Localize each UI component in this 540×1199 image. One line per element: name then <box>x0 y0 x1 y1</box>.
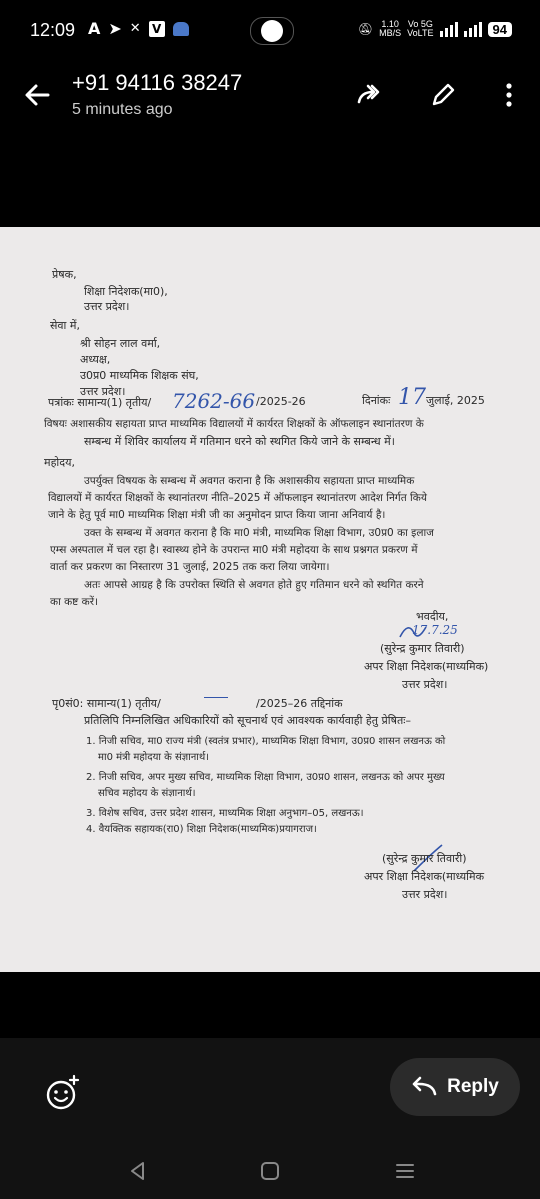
doc-copy-ref-2: /2025–26 तद्दिनांक <box>256 697 343 710</box>
doc-para2-2: एम्स अस्पताल में चल रहा है। स्वास्थ्य होने के उपरान्त मा0 मंत्री महोदया के साथ प्रश्नगत प्रकरण में <box>50 544 418 556</box>
app-bar <box>0 62 540 134</box>
more-options-icon[interactable] <box>494 80 524 110</box>
telegram-icon: ➤ <box>108 19 122 38</box>
status-time: 12:09 <box>30 20 76 40</box>
doc-to-label: सेवा में, <box>50 319 80 332</box>
camera-cutout <box>250 17 294 45</box>
doc-para3-1: अतः आपसे आग्रह है कि उपरोक्त स्थिति से अवगत होते हुए गतिमान धरने को स्थगित करने <box>84 579 424 591</box>
doc-signer-title: अपर शिक्षा निदेशक(माध्यमिक) <box>364 660 489 673</box>
ref-blank-stroke <box>204 697 228 698</box>
signal-2-icon <box>464 21 482 37</box>
doc-copy-2b: सचिव महोदय के संज्ञानार्थ। <box>98 788 196 799</box>
doc-para1-2: विद्यालयों में कार्यरत शिक्षकों के स्थानांतरण नीति–2025 में ऑफलाइन स्थानांतरण आदेश निर्गत किये <box>48 492 427 504</box>
notification-icons <box>88 19 189 38</box>
doc-ref-number: 7262-66 <box>172 389 256 413</box>
nav-home-icon[interactable] <box>255 1156 285 1186</box>
doc-closing: भवदीय, <box>416 610 449 623</box>
doc-copy-ref: पृ0सं0: सामान्य(1) तृतीय/ <box>52 697 161 710</box>
document-image[interactable] <box>0 227 540 972</box>
reply-label: Reply <box>447 1076 499 1097</box>
doc-copy-1a: 1. निजी सचिव, मा0 राज्य मंत्री (स्वतंत्र प्रभार), माध्यमिक शिक्षा विभाग, उ0प्र0 शासन लखनऊ को <box>86 736 446 747</box>
network-type: Vo 5G VoLTE <box>407 19 434 38</box>
status-bar <box>0 0 540 62</box>
doc-copy-4: 4. वैयक्तिक सहायक(रा0) शिक्षा निदेशक(माध्यमिक)प्रयागराज। <box>86 824 317 835</box>
doc-signer: (सुरेन्द्र कुमार तिवारी) <box>380 642 465 655</box>
font-a-icon: A <box>88 19 101 38</box>
doc-para1-3: जाने के हेतु पूर्व मा0 माध्यमिक शिक्षा मंत्री जी का अनुमोदन प्राप्त किया जाना अनिवार्य है। <box>48 509 386 521</box>
reply-button[interactable] <box>390 1058 520 1116</box>
doc-salutation: महोदय, <box>44 456 75 469</box>
nav-recents-icon[interactable] <box>390 1156 420 1186</box>
doc-to-3: उ0प्र0 माध्यमिक शिक्षक संघ, <box>80 369 199 382</box>
doc-ref-year: /2025-26 <box>256 395 306 408</box>
forward-icon[interactable] <box>355 80 385 110</box>
bottom-bar <box>0 1038 540 1199</box>
doc-para1-1: उपर्युक्त विषयक के सम्बन्ध में अवगत कराना है कि अशासकीय सहायता प्राप्त माध्यमिक <box>84 475 415 487</box>
doc-signature-date: 17.7.25 <box>412 623 458 637</box>
doc-copy-3: 3. विशेष सचिव, उत्तर प्रदेश शासन, माध्यमिक शिक्षा अनुभाग–05, लखनऊ। <box>86 808 364 819</box>
doc-signer2: (सुरेन्द्र कुमार तिवारी) <box>382 852 467 865</box>
battery-level: 94 <box>488 22 512 37</box>
tools-icon: ✕ <box>129 21 141 36</box>
doc-sender-2: उत्तर प्रदेश। <box>84 300 130 313</box>
doc-sender-label: प्रेषक, <box>52 268 77 281</box>
system-nav-bar <box>0 1148 540 1198</box>
doc-date-label: दिनांकः <box>362 394 391 407</box>
doc-copy-intro: प्रतिलिपि निम्नलिखित अधिकारियों को सूचनार्थ एवं आवश्यक कार्यवाही हेतु प्रेषितः– <box>84 714 411 727</box>
doc-ref-label: पत्रांकः सामान्य(1) तृतीय/ <box>48 396 152 409</box>
doc-to-2: अध्यक्ष, <box>80 353 111 366</box>
mute-icon: 🔕︎ <box>357 22 374 36</box>
doc-signer-state: उत्तर प्रदेश। <box>402 678 448 691</box>
edit-pencil-icon[interactable] <box>428 80 458 110</box>
doc-copy-2a: 2. निजी सचिव, अपर मुख्य सचिव, माध्यमिक शिक्षा विभाग, उ0प्र0 शासन, लखनऊ को अपर मुख्य <box>86 772 445 783</box>
v-app-icon: V <box>149 21 165 37</box>
message-time: 5 minutes ago <box>72 101 173 118</box>
emoji-reaction-icon[interactable] <box>38 1068 88 1118</box>
signal-1-icon <box>440 21 458 37</box>
net-speed: 1.10 MB/S <box>379 19 402 38</box>
contact-title: +91 94116 38247 <box>72 70 243 95</box>
doc-para2-1: उक्त के सम्बन्ध में अवगत कराना है कि मा0 मंत्री, माध्यमिक शिक्षा विभाग, उ0प्र0 का इलाज <box>84 527 434 539</box>
doc-to-4: उत्तर प्रदेश। <box>80 385 126 398</box>
android-icon <box>173 22 189 36</box>
doc-copy-1b: मा0 मंत्री महोदया के संज्ञानार्थ। <box>98 752 210 763</box>
doc-para2-3: वार्ता कर प्रकरण का निस्तारण 31 जुलाई, 2025 तक करा लिया जायेगा। <box>50 561 330 573</box>
doc-sender-1: शिक्षा निदेशक(मा0), <box>84 285 168 298</box>
doc-para3-2: का कष्ट करें। <box>50 596 98 608</box>
doc-subject-2: सम्बन्ध में शिविर कार्यालय में गतिमान धरने को स्थगित किये जाने के सम्बन्ध में। <box>84 435 395 448</box>
back-arrow-icon[interactable] <box>22 80 52 110</box>
doc-signer2-state: उत्तर प्रदेश। <box>402 888 448 901</box>
doc-signer2-title: अपर शिक्षा निदेशक(माध्यमिक <box>364 870 485 883</box>
doc-date-rest: जुलाई, 2025 <box>426 394 485 407</box>
doc-subject-1: विषयः अशासकीय सहायता प्राप्त माध्यमिक विद्यालयों में कार्यरत शिक्षकों के ऑफलाइन स्थानांतरण के <box>44 418 424 430</box>
system-status <box>358 20 512 38</box>
doc-date-day: 17 <box>398 385 426 410</box>
nav-back-icon[interactable] <box>123 1156 153 1186</box>
reply-icon <box>411 1076 437 1098</box>
doc-to-1: श्री सोहन लाल वर्मा, <box>80 337 161 350</box>
